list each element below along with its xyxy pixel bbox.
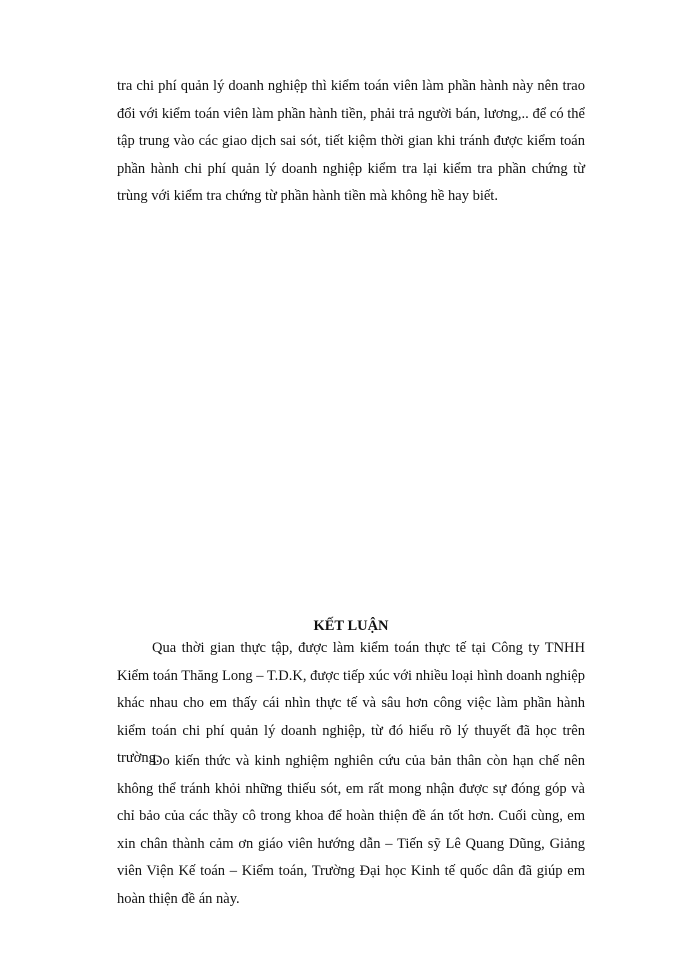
body-paragraph-continued: tra chi phí quản lý doanh nghiệp thì kiểm toán viên làm phần hành này nên trao đổi với kiểm toán viên làm phần hành tiền, phải trả người bán, lương,.. để có thể tập trung vào các giao dịch sai sót, tiết kiệm thời gian khi tránh được kiểm toán phần hành chi phí quản lý doanh nghiệp kiểm tra lại kiểm tra phần chứng từ trùng với kiểm tra chứng từ phần hành tiền mà không hề hay biết. [117, 78, 585, 204]
conclusion-paragraph-2: Do kiến thức và kinh nghiệm nghiên cứu của bản thân còn hạn chế nên không thể tránh khỏi những thiếu sót, em rất mong nhận được sự đóng góp và chỉ bảo của các thầy cô trong khoa để hoàn thiện đề án tốt hơn. Cuối cùng, em xin chân thành cảm ơn giáo viên hướng dẫn – Tiến sỹ Lê Quang Dũng, Giảng viên Viện Kế toán – Kiểm toán, Trường Đại học Kinh tế quốc dân đã giúp em hoàn thiện đề án này. [117, 753, 585, 907]
conclusion-heading: KẾT LUẬN [313, 618, 389, 634]
conclusion-paragraph-1: Qua thời gian thực tập, được làm kiểm toán thực tế tại Công ty TNHH Kiểm toán Thăng Long – T.D.K, được tiếp xúc với nhiều loại hình doanh nghiệp khác nhau cho em thấy cái nhìn thực tế và sâu hơn công việc làm phần hành kiểm toán chi phí quản lý doanh nghiệp, từ đó hiểu rõ lý thuyết đã học trên trường. [117, 640, 585, 766]
